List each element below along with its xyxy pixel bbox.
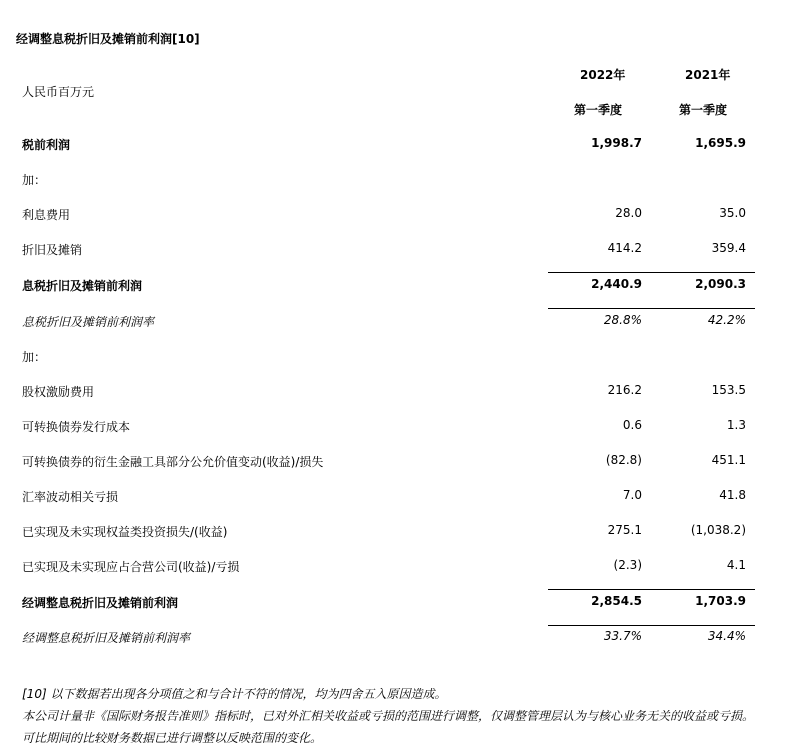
row-value-2021: 35.0 [719,206,746,220]
table-row [0,453,801,473]
subtotal-rule [548,625,755,626]
row-value-2021: 1,703.9 [695,594,746,608]
row-value-2021: 4.1 [726,558,746,572]
row-label: 股权激励费用 [22,385,95,399]
row-value-2021: 34.4% [707,629,746,643]
table-row [0,277,801,297]
row-value-2022: 33.7% [603,629,642,643]
table-row [0,558,801,578]
row-label: 利息费用 [22,208,71,222]
table-row [0,418,801,438]
table-title: 经调整息税折旧及摊销前利润[10] [16,32,200,46]
table-row [0,488,801,508]
row-value-2021: 41.8 [719,488,746,502]
row-value-2022: 28.0 [615,206,642,220]
footnote-rounding: [10] 以下数据若出现各分项值之和与合计不符的情况，均为四舍五入原因造成。 [22,687,447,701]
row-label: 息税折旧及摊销前利润率 [22,315,155,329]
table-row [0,523,801,543]
table-row [0,348,801,368]
row-label: 可转换债券的衍生金融工具部分公允价值变动(收益)/损失 [22,455,324,469]
row-label: 息税折旧及摊销前利润 [22,279,143,293]
col1-period-header: 第一季度 [574,103,623,117]
table-row [0,136,801,156]
row-value-2022: 414.2 [607,241,642,255]
row-label: 税前利润 [22,138,71,152]
row-value-2022: 28.8% [603,313,642,327]
row-value-2021: 1,695.9 [695,136,746,150]
row-value-2022: 0.6 [622,418,642,432]
row-value-2022: 2,440.9 [591,277,642,291]
row-value-2022: 275.1 [607,523,642,537]
row-value-2021: 2,090.3 [695,277,746,291]
row-value-2022: 216.2 [607,383,642,397]
subtotal-rule [548,589,755,590]
col2-period-header: 第一季度 [679,103,728,117]
table-row [0,594,801,614]
row-label: 折旧及摊销 [22,243,83,257]
row-value-2022: 1,998.7 [591,136,642,150]
row-value-2021: 451.1 [711,453,746,467]
row-value-2021: 1.3 [726,418,746,432]
row-label: 经调整息税折旧及摊销前利润率 [22,631,191,645]
row-value-2022: (2.3) [613,558,642,572]
row-value-2022: (82.8) [605,453,642,467]
footnote-adjustment: 本公司计量非《国际财务报告准则》指标时，已对外汇相关收益或亏损的范围进行调整，仅调整管理层认为与核心业务无关的收益或亏损。 [22,709,755,723]
row-label: 已实现及未实现应占合营公司(收益)/亏损 [22,560,240,574]
row-value-2022: 2,854.5 [591,594,642,608]
unit-label: 人民币百万元 [22,85,95,99]
row-label: 可转换债券发行成本 [22,420,131,434]
col1-year-header: 2022年 [580,68,626,82]
row-value-2021: 359.4 [711,241,746,255]
table-row [0,313,801,333]
table-row [0,241,801,261]
row-label: 汇率波动相关亏损 [22,490,119,504]
row-value-2022: 7.0 [622,488,642,502]
row-label: 加： [22,350,47,364]
table-row [0,171,801,191]
row-label: 加： [22,173,47,187]
row-value-2021: (1,038.2) [690,523,746,537]
row-label: 经调整息税折旧及摊销前利润 [22,596,179,610]
table-row [0,383,801,403]
table-row [0,206,801,226]
row-value-2021: 153.5 [711,383,746,397]
subtotal-rule [548,272,755,273]
col2-year-header: 2021年 [685,68,731,82]
row-value-2021: 42.2% [707,313,746,327]
table-row [0,629,801,649]
footnote-comparative: 可比期间的比较财务数据已进行调整以反映范围的变化。 [22,731,323,745]
subtotal-rule [548,308,755,309]
row-label: 已实现及未实现权益类投资损失/(收益) [22,525,228,539]
